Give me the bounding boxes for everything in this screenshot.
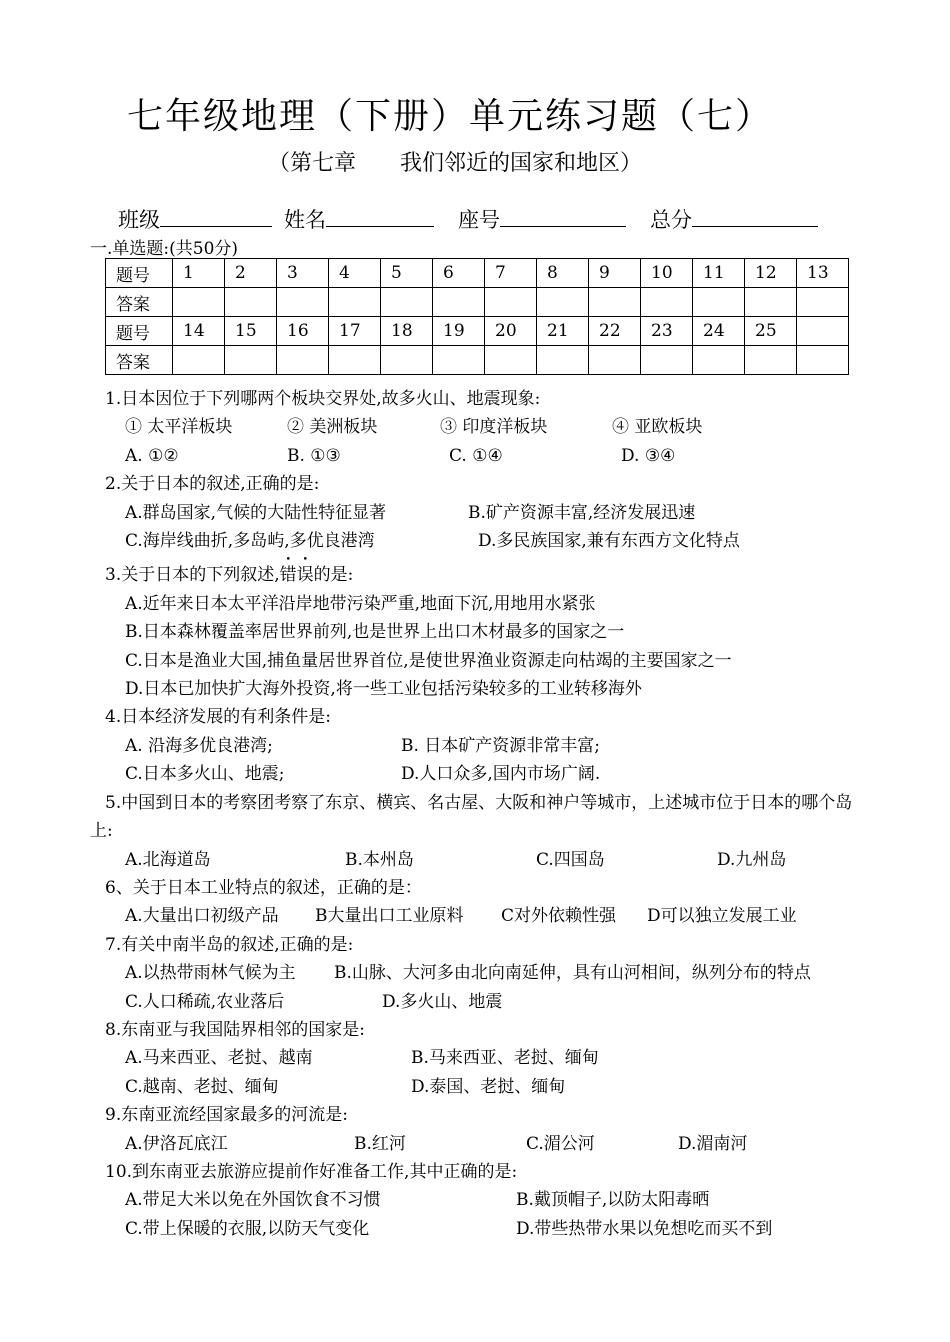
question-list <box>90 385 880 1243</box>
question-1-items <box>90 413 880 441</box>
question-2-options-row1 <box>90 499 880 527</box>
option-d[interactable]: D.人口众多,国内市场广阔. <box>401 764 601 785</box>
question-number-cell: 4 <box>329 259 381 288</box>
question-7-options-row2 <box>90 988 880 1016</box>
option-b[interactable]: B.本州岛 <box>345 849 414 870</box>
option-a[interactable]: A.以热带雨林气候为主 <box>125 963 296 984</box>
page-subtitle: （第七章 我们邻近的国家和地区） <box>268 151 643 176</box>
question-number-cell: 12 <box>745 259 797 288</box>
option-b[interactable]: B.戴顶帽子,以防太阳毒晒 <box>516 1190 710 1211</box>
question-9-stem: 9.东南亚流经国家最多的河流是: <box>105 1105 348 1126</box>
option-d[interactable]: D.泰国、老挝、缅甸 <box>411 1076 566 1097</box>
option-a[interactable]: A. ①② <box>125 445 179 466</box>
question-1-stem: 1.日本因位于下列哪两个板块交界处,故多火山、地震现象: <box>105 389 541 409</box>
question-8-stem: 8.东南亚与我国陆界相邻的国家是: <box>105 1019 365 1040</box>
option-d[interactable]: D.带些热带水果以免想吃而买不到 <box>516 1218 773 1239</box>
option-d[interactable]: D可以独立发展工业 <box>647 906 797 927</box>
question-1-options <box>90 442 880 470</box>
seat-label: 座号 <box>458 208 500 232</box>
question-3-option-a-row <box>90 590 880 618</box>
question-5-options <box>90 846 880 874</box>
option-b[interactable]: B.山脉、大河多由北向南延伸，具有山河相间，纵列分布的特点 <box>334 963 811 984</box>
score-label: 总分 <box>650 208 692 232</box>
section-title: 一.单选题:(共50分) <box>90 239 239 259</box>
name-blank[interactable] <box>326 206 434 227</box>
question-7-options-row1 <box>90 959 880 987</box>
page-title: 七年级地理（下册）单元练习题（七） <box>126 96 773 137</box>
class-label: 班级 <box>118 208 160 232</box>
option-a[interactable]: A.带足大米以免在外国饮食不习惯 <box>125 1190 381 1211</box>
question-6-stem: 6、关于日本工业特点的叙述，正确的是： <box>105 877 422 898</box>
option-d[interactable]: D.湄南河 <box>678 1133 748 1154</box>
question-4-options-row2 <box>90 760 880 788</box>
question-3-emphasis: 错误 <box>279 565 314 586</box>
question-2-options-row2 <box>90 527 880 555</box>
question-number-cell: 1 <box>173 259 225 288</box>
question-6-options <box>90 902 880 930</box>
question-3-stem-a: 3.关于日本的下列叙述, <box>105 565 280 586</box>
question-8-options-row2 <box>90 1073 880 1101</box>
question-number-cell: 19 <box>433 317 485 346</box>
table-row <box>106 288 849 317</box>
option-a[interactable]: A.北海道岛 <box>125 849 211 870</box>
question-number-cell: 2 <box>225 259 277 288</box>
question-number-cell: 22 <box>589 317 641 346</box>
question-2-stem: 2.关于日本的叙述,正确的是: <box>105 474 320 495</box>
student-info-row <box>118 204 818 234</box>
question-number-cell: 11 <box>693 259 745 288</box>
plate-item: ② 美洲板块 <box>287 417 378 438</box>
question-number-cell: 14 <box>173 317 225 346</box>
option-d[interactable]: D. ③④ <box>621 445 676 466</box>
option-d[interactable]: D.日本已加快扩大海外投资,将一些工业包括污染较多的工业转移海外 <box>125 679 642 700</box>
question-number-cell: 3 <box>277 259 329 288</box>
question-number-cell: 20 <box>485 317 537 346</box>
option-a[interactable]: A.大量出口初级产品 <box>125 906 279 927</box>
question-number-cell: 16 <box>277 317 329 346</box>
option-b[interactable]: B.马来西亚、老挝、缅甸 <box>411 1048 599 1069</box>
answer-cell[interactable] <box>225 288 277 317</box>
table-row <box>106 346 849 375</box>
score-blank[interactable] <box>692 206 818 227</box>
question-4-stem: 4.日本经济发展的有利条件是: <box>105 707 331 728</box>
option-c[interactable]: C.四国岛 <box>536 849 605 870</box>
question-number-cell: 17 <box>329 317 381 346</box>
option-b[interactable]: B.矿产资源丰富,经济发展迅速 <box>468 502 696 523</box>
question-10-stem: 10.到东南亚去旅游应提前作好准备工作,其中正确的是: <box>105 1161 518 1182</box>
seat-blank[interactable] <box>500 206 626 227</box>
answer-table <box>105 258 849 375</box>
score-field[interactable] <box>650 204 818 234</box>
seat-field[interactable] <box>458 204 626 234</box>
option-c[interactable]: C. ①④ <box>449 445 503 466</box>
option-a[interactable]: A.马来西亚、老挝、越南 <box>125 1048 313 1069</box>
option-b[interactable]: B大量出口工业原料 <box>315 906 464 927</box>
answer-cell[interactable] <box>485 346 537 375</box>
question-number-cell: 21 <box>537 317 589 346</box>
answer-cell[interactable] <box>797 288 849 317</box>
answer-cell[interactable] <box>381 346 433 375</box>
answer-cell[interactable] <box>797 346 849 375</box>
question-number-cell: 8 <box>537 259 589 288</box>
answer-cell[interactable] <box>277 288 329 317</box>
answer-cell[interactable] <box>277 346 329 375</box>
option-c[interactable]: C.人口稀疏,农业落后 <box>125 991 285 1012</box>
question-7-stem: 7.有关中南半岛的叙述,正确的是: <box>105 934 354 955</box>
question-3-option-b-row <box>90 618 880 646</box>
question-number-cell: 9 <box>589 259 641 288</box>
answer-cell[interactable] <box>173 288 225 317</box>
option-c[interactable]: C.湄公河 <box>526 1133 595 1154</box>
question-3-stem-c: 的是: <box>313 565 354 586</box>
answer-cell[interactable] <box>745 288 797 317</box>
question-number-cell: 6 <box>433 259 485 288</box>
question-number-cell <box>797 317 849 346</box>
option-c[interactable]: C.海岸线曲折,多岛屿,多优良港湾 <box>125 531 375 552</box>
table-row <box>106 259 849 288</box>
question-10-options-row2 <box>90 1215 880 1243</box>
plate-item: ④ 亚欧板块 <box>612 417 703 438</box>
answer-label: 答案 <box>106 288 173 317</box>
option-d[interactable]: D.多火山、地震 <box>382 991 503 1012</box>
answer-cell[interactable] <box>745 346 797 375</box>
answer-cell[interactable] <box>641 346 693 375</box>
option-c[interactable]: C.日本是渔业大国,捕鱼量居世界首位,是使世界渔业资源走向枯竭的主要国家之一 <box>125 650 732 671</box>
option-c[interactable]: C.日本多火山、地震; <box>125 764 285 785</box>
answer-cell[interactable] <box>433 346 485 375</box>
plate-item: ③ 印度洋板块 <box>440 417 548 438</box>
question-number-cell: 7 <box>485 259 537 288</box>
option-c[interactable]: C对外依赖性强 <box>501 906 617 927</box>
table-row <box>106 317 849 346</box>
question-8-options-row1 <box>90 1044 880 1072</box>
question-3-option-c-row <box>90 647 880 675</box>
question-number-cell: 5 <box>381 259 433 288</box>
option-c[interactable]: C.带上保暖的衣服,以防天气变化 <box>125 1218 370 1239</box>
option-d[interactable]: D.多民族国家,兼有东西方文化特点 <box>478 531 740 552</box>
option-b[interactable]: B. 日本矿产资源非常丰富; <box>401 735 601 756</box>
question-number-cell: 15 <box>225 317 277 346</box>
question-3-stem <box>90 555 880 589</box>
option-d[interactable]: D.九州岛 <box>717 849 787 870</box>
question-number-label: 题号 <box>106 317 173 346</box>
answer-cell[interactable] <box>329 346 381 375</box>
option-b[interactable]: B. ①③ <box>287 445 341 466</box>
question-number-cell: 13 <box>797 259 849 288</box>
option-c[interactable]: C.越南、老挝、缅甸 <box>125 1076 279 1097</box>
question-5-stem: 5.中国到日本的考察团考察了东京、横宾、名古屋、大阪和神户等城市，上述城市位于日本的哪个岛上: <box>90 792 853 842</box>
answer-cell[interactable] <box>381 288 433 317</box>
question-4-options-row1 <box>90 732 880 760</box>
name-field[interactable] <box>284 204 434 234</box>
answer-label: 答案 <box>106 346 173 375</box>
option-b[interactable]: B.红河 <box>354 1133 406 1154</box>
question-9-options <box>90 1130 880 1158</box>
answer-cell[interactable] <box>693 346 745 375</box>
class-blank[interactable] <box>160 206 272 227</box>
answer-cell[interactable] <box>589 346 641 375</box>
question-10-options-row1 <box>90 1186 880 1214</box>
option-a[interactable]: A.伊洛瓦底江 <box>125 1133 228 1154</box>
question-number-cell: 25 <box>745 317 797 346</box>
answer-cell[interactable] <box>693 288 745 317</box>
answer-cell[interactable] <box>537 288 589 317</box>
question-number-label: 题号 <box>106 259 173 288</box>
name-label: 姓名 <box>284 208 326 232</box>
question-number-cell: 24 <box>693 317 745 346</box>
answer-cell[interactable] <box>641 288 693 317</box>
question-3-option-d-row <box>90 675 880 703</box>
answer-cell[interactable] <box>433 288 485 317</box>
class-field[interactable] <box>118 204 272 234</box>
answer-cell[interactable] <box>485 288 537 317</box>
option-b[interactable]: B.日本森林覆盖率居世界前列,也是世界上出口木材最多的国家之一 <box>125 622 625 643</box>
answer-cell[interactable] <box>329 288 381 317</box>
answer-cell[interactable] <box>537 346 589 375</box>
option-a[interactable]: A.群岛国家,气候的大陆性特征显著 <box>125 502 387 523</box>
option-a[interactable]: A. 沿海多优良港湾; <box>125 735 273 756</box>
question-number-cell: 18 <box>381 317 433 346</box>
answer-cell[interactable] <box>589 288 641 317</box>
question-number-cell: 23 <box>641 317 693 346</box>
answer-cell[interactable] <box>225 346 277 375</box>
plate-item: ① 太平洋板块 <box>125 417 233 438</box>
answer-cell[interactable] <box>173 346 225 375</box>
option-a[interactable]: A.近年来日本太平洋沿岸地带污染严重,地面下沉,用地用水紧张 <box>125 593 596 614</box>
question-number-cell: 10 <box>641 259 693 288</box>
